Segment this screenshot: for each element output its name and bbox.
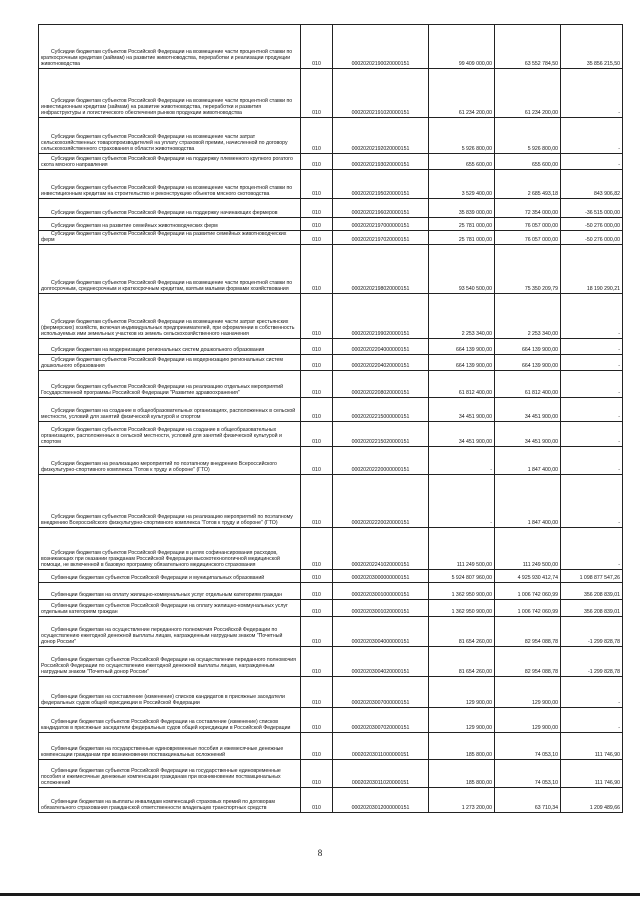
row-admin-code: 010 bbox=[301, 294, 333, 339]
row-admin-code: 010 bbox=[301, 733, 333, 760]
row-unexecuted-amount: - bbox=[561, 339, 623, 355]
row-unexecuted-amount: 843 906,82 bbox=[561, 170, 623, 199]
row-unexecuted-amount: - bbox=[561, 69, 623, 118]
row-budget-code: 00020203000000000151 bbox=[333, 570, 429, 583]
table-row bbox=[39, 170, 623, 199]
row-executed-amount: 76 057 000,00 bbox=[495, 231, 561, 245]
row-budget-code: 00020202197020000151 bbox=[333, 231, 429, 245]
row-budget-code: 00020203004000000151 bbox=[333, 617, 429, 647]
row-executed-amount: 75 350 209,79 bbox=[495, 245, 561, 294]
table-row bbox=[39, 69, 623, 118]
row-executed-amount: 129 900,00 bbox=[495, 677, 561, 708]
row-unexecuted-amount: - bbox=[561, 118, 623, 154]
row-budget-code: 00020202192020000151 bbox=[333, 118, 429, 154]
row-admin-code: 010 bbox=[301, 218, 333, 231]
row-name: Субсидии бюджетам субъектов Российской Федерации на возмещение части процентной ставки по инвестиционным кредитам (займам) на развитие животноводства, переработки и развития инфраструктуры и логистического обеспечения рынков продукции животноводства bbox=[39, 69, 301, 118]
row-unexecuted-amount: 111 746,90 bbox=[561, 760, 623, 788]
table-row bbox=[39, 447, 623, 475]
table-row bbox=[39, 355, 623, 371]
row-name: Субсидии бюджетам на развитие семейных животноводческих ферм bbox=[39, 218, 301, 231]
row-admin-code: 010 bbox=[301, 245, 333, 294]
row-approved-amount: 25 781 000,00 bbox=[429, 231, 495, 245]
row-name: Субсидии бюджетам субъектов Российской Федерации на поддержку племенного крупного рогатого скота мясного направления bbox=[39, 154, 301, 170]
row-budget-code: 00020202204020000151 bbox=[333, 355, 429, 371]
row-name: Субсидии бюджетам субъектов Российской Федерации на развитие семейных животноводческих ферм bbox=[39, 231, 301, 245]
row-executed-amount: 1 006 742 060,99 bbox=[495, 600, 561, 617]
row-approved-amount: 5 924 807 960,00 bbox=[429, 570, 495, 583]
row-name: Субсидии бюджетам субъектов Российской Федерации на возмещение части процентной ставки по долгосрочным, среднесрочным и краткосрочным кредитам, взятым малыми формами хозяйствования bbox=[39, 245, 301, 294]
row-unexecuted-amount: - bbox=[561, 447, 623, 475]
row-unexecuted-amount: 356 208 839,01 bbox=[561, 600, 623, 617]
row-approved-amount: 664 139 900,00 bbox=[429, 355, 495, 371]
row-budget-code: 00020203007020000151 bbox=[333, 708, 429, 733]
row-unexecuted-amount: - bbox=[561, 475, 623, 528]
row-approved-amount: 5 926 800,00 bbox=[429, 118, 495, 154]
row-executed-amount: 129 900,00 bbox=[495, 708, 561, 733]
row-unexecuted-amount: - bbox=[561, 422, 623, 447]
table-row bbox=[39, 371, 623, 398]
row-executed-amount: 111 249 500,00 bbox=[495, 528, 561, 570]
table-row bbox=[39, 422, 623, 447]
row-approved-amount: 129 900,00 bbox=[429, 708, 495, 733]
table-row bbox=[39, 245, 623, 294]
row-name: Субсидии бюджетам на создание в общеобразовательных организациях, расположенных в сельской местности, условий для занятий физической культурой и спортом bbox=[39, 398, 301, 422]
table-row bbox=[39, 154, 623, 170]
row-name: Субвенции бюджетам субъектов Российской Федерации на составление (изменение) списков кандидатов в присяжные заседатели федеральных судов общей юрисдикции в Российской Федерации bbox=[39, 708, 301, 733]
row-admin-code: 010 bbox=[301, 788, 333, 813]
table-row bbox=[39, 600, 623, 617]
row-admin-code: 010 bbox=[301, 570, 333, 583]
row-admin-code: 010 bbox=[301, 118, 333, 154]
table-row bbox=[39, 475, 623, 528]
row-budget-code: 00020203001020000151 bbox=[333, 600, 429, 617]
row-approved-amount: 185 800,00 bbox=[429, 760, 495, 788]
row-unexecuted-amount: -1 299 828,78 bbox=[561, 617, 623, 647]
row-name: Субсидии бюджетам субъектов Российской Федерации на реализацию отдельных мероприятий Государственной программы Российской Федерации "Развитие здравоохранения" bbox=[39, 371, 301, 398]
row-unexecuted-amount: 1 209 489,66 bbox=[561, 788, 623, 813]
row-budget-code: 00020203011020000151 bbox=[333, 760, 429, 788]
row-name: Субсидии бюджетам субъектов Российской Федерации на создание в общеобразовательных организациях, расположенных в сельской местности, условий для занятий физической культурой и спортом bbox=[39, 422, 301, 447]
row-budget-code: 00020202193020000151 bbox=[333, 154, 429, 170]
row-budget-code: 00020203004020000151 bbox=[333, 647, 429, 677]
row-approved-amount: - bbox=[429, 475, 495, 528]
row-approved-amount: 81 654 260,00 bbox=[429, 617, 495, 647]
row-unexecuted-amount: - bbox=[561, 708, 623, 733]
scan-edge bbox=[0, 893, 640, 896]
row-approved-amount: 81 654 260,00 bbox=[429, 647, 495, 677]
row-executed-amount: 74 053,10 bbox=[495, 760, 561, 788]
table-row bbox=[39, 398, 623, 422]
row-executed-amount: 1 847 400,00 bbox=[495, 475, 561, 528]
row-budget-code: 00020202208020000151 bbox=[333, 371, 429, 398]
row-name: Субсидии бюджетам на реализацию мероприятий по поэтапному внедрению Всероссийского физкультурно-спортивного комплекса "Готов к труду и обороне" (ГТО) bbox=[39, 447, 301, 475]
row-admin-code: 010 bbox=[301, 339, 333, 355]
row-name: Субвенции бюджетам на осуществление переданного полномочия Российской Федерации по осуществлению ежегодной денежной выплаты лицам, награжденным нагрудным знаком "Почетный донор России" bbox=[39, 617, 301, 647]
row-name: Субсидии бюджетам субъектов Российской Федерации на реализацию мероприятий по поэтапному внедрению Всероссийского физкультурно-спортивного комплекса "Готов к труду и обороне" (ГТО) bbox=[39, 475, 301, 528]
row-unexecuted-amount: -50 276 000,00 bbox=[561, 218, 623, 231]
row-unexecuted-amount: - bbox=[561, 355, 623, 371]
row-unexecuted-amount: - bbox=[561, 528, 623, 570]
row-unexecuted-amount: -50 276 000,00 bbox=[561, 231, 623, 245]
table-row bbox=[39, 25, 623, 69]
row-unexecuted-amount: 111 746,90 bbox=[561, 733, 623, 760]
row-admin-code: 010 bbox=[301, 170, 333, 199]
row-admin-code: 010 bbox=[301, 708, 333, 733]
row-executed-amount: 664 139 900,00 bbox=[495, 339, 561, 355]
row-executed-amount: 2 685 493,18 bbox=[495, 170, 561, 199]
row-executed-amount: 34 451 900,00 bbox=[495, 398, 561, 422]
table-row bbox=[39, 760, 623, 788]
row-name: Субвенции бюджетам на выплаты инвалидам компенсаций страховых премий по договорам обязательного страхования гражданской ответственности владельцев транспортных средств bbox=[39, 788, 301, 813]
row-executed-amount: 76 057 000,00 bbox=[495, 218, 561, 231]
row-executed-amount: 63 710,34 bbox=[495, 788, 561, 813]
row-executed-amount: 34 451 900,00 bbox=[495, 422, 561, 447]
budget-execution-table bbox=[38, 24, 623, 813]
row-budget-code: 00020202199020000151 bbox=[333, 294, 429, 339]
table-row bbox=[39, 733, 623, 760]
table-row bbox=[39, 617, 623, 647]
row-admin-code: 010 bbox=[301, 677, 333, 708]
row-name: Субвенции бюджетам субъектов Российской Федерации на осуществление переданного полномочия Российской Федерации по осуществлению ежегодной денежной выплаты лицам, награжденным нагрудным знаком "Почетный донор России" bbox=[39, 647, 301, 677]
row-admin-code: 010 bbox=[301, 528, 333, 570]
table-row bbox=[39, 570, 623, 583]
row-budget-code: 00020202215000000151 bbox=[333, 398, 429, 422]
row-unexecuted-amount: -1 299 828,78 bbox=[561, 647, 623, 677]
row-admin-code: 010 bbox=[301, 475, 333, 528]
row-name: Субсидии бюджетам субъектов Российской Федерации на поддержку начинающих фермеров bbox=[39, 199, 301, 218]
row-admin-code: 010 bbox=[301, 447, 333, 475]
row-name: Субсидии бюджетам субъектов Российской Федерации в целях софинансирования расходов, возникающих при оказании гражданам Российской Федерации высокотехнологичной медицинской помощи, не включенной в базовую программу обязательного медицинского страхования bbox=[39, 528, 301, 570]
row-budget-code: 00020203011000000151 bbox=[333, 733, 429, 760]
row-approved-amount: 61 812 400,00 bbox=[429, 371, 495, 398]
row-executed-amount: 61 812 400,00 bbox=[495, 371, 561, 398]
row-name: Субсидии бюджетам субъектов Российской Федерации на модернизацию региональных систем дошкольного образования bbox=[39, 355, 301, 371]
row-approved-amount: 93 540 500,00 bbox=[429, 245, 495, 294]
row-budget-code: 00020202220000000151 bbox=[333, 447, 429, 475]
row-admin-code: 010 bbox=[301, 647, 333, 677]
table-row bbox=[39, 294, 623, 339]
row-name: Субвенции бюджетам субъектов Российской Федерации на государственные единовременные пособия и ежемесячные денежные компенсации гражданам при возникновении поствакцинальных осложнений bbox=[39, 760, 301, 788]
row-executed-amount: 61 234 200,00 bbox=[495, 69, 561, 118]
row-unexecuted-amount: 35 856 215,50 bbox=[561, 25, 623, 69]
row-budget-code: 00020203007000000151 bbox=[333, 677, 429, 708]
row-unexecuted-amount: - bbox=[561, 154, 623, 170]
row-name: Субвенции бюджетам субъектов Российской Федерации и муниципальных образований bbox=[39, 570, 301, 583]
row-budget-code: 00020202215020000151 bbox=[333, 422, 429, 447]
row-executed-amount: 82 954 088,78 bbox=[495, 647, 561, 677]
row-unexecuted-amount: 18 190 290,21 bbox=[561, 245, 623, 294]
table-row bbox=[39, 118, 623, 154]
row-budget-code: 00020202241020000151 bbox=[333, 528, 429, 570]
row-unexecuted-amount: 1 098 877 547,26 bbox=[561, 570, 623, 583]
row-name: Субвенции бюджетам субъектов Российской Федерации на оплату жилищно-коммунальных услуг отдельным категориям граждан bbox=[39, 600, 301, 617]
row-name: Субсидии бюджетам субъектов Российской Федерации на возмещение части затрат крестьянских (фермерских) хозяйств, включая индивидуальных предпринимателей, при оформлении в собственность используемых ими земельных участков из земель сельскохозяйственного назначения bbox=[39, 294, 301, 339]
row-unexecuted-amount: - bbox=[561, 371, 623, 398]
row-unexecuted-amount: - bbox=[561, 398, 623, 422]
row-name: Субсидии бюджетам субъектов Российской Федерации на возмещение части процентной ставки по инвестиционным кредитам на строительство и реконструкцию объектов мясного скотоводства bbox=[39, 170, 301, 199]
row-approved-amount: 34 451 900,00 bbox=[429, 422, 495, 447]
table-row bbox=[39, 528, 623, 570]
row-name: Субвенции бюджетам на составление (изменение) списков кандидатов в присяжные заседатели федеральных судов общей юрисдикции в Российской Федерации bbox=[39, 677, 301, 708]
row-admin-code: 010 bbox=[301, 422, 333, 447]
row-approved-amount: 664 139 900,00 bbox=[429, 339, 495, 355]
row-approved-amount: 1 273 200,00 bbox=[429, 788, 495, 813]
row-budget-code: 00020202190020000151 bbox=[333, 25, 429, 69]
row-executed-amount: 82 954 088,78 bbox=[495, 617, 561, 647]
row-executed-amount: 1 847 400,00 bbox=[495, 447, 561, 475]
table-body bbox=[39, 25, 623, 813]
row-budget-code: 00020202196020000151 bbox=[333, 199, 429, 218]
row-admin-code: 010 bbox=[301, 231, 333, 245]
row-unexecuted-amount: -36 515 000,00 bbox=[561, 199, 623, 218]
row-budget-code: 00020202204000000151 bbox=[333, 339, 429, 355]
row-admin-code: 010 bbox=[301, 760, 333, 788]
row-budget-code: 00020202220020000151 bbox=[333, 475, 429, 528]
row-approved-amount: 1 362 950 900,00 bbox=[429, 600, 495, 617]
row-approved-amount: 185 800,00 bbox=[429, 733, 495, 760]
row-admin-code: 010 bbox=[301, 25, 333, 69]
table-row bbox=[39, 339, 623, 355]
row-approved-amount: 655 600,00 bbox=[429, 154, 495, 170]
row-budget-code: 00020202198020000151 bbox=[333, 245, 429, 294]
table-row bbox=[39, 788, 623, 813]
row-executed-amount: 4 925 930 412,74 bbox=[495, 570, 561, 583]
row-approved-amount: 1 362 950 900,00 bbox=[429, 583, 495, 600]
row-executed-amount: 1 006 742 060,99 bbox=[495, 583, 561, 600]
row-budget-code: 00020202191020000151 bbox=[333, 69, 429, 118]
table-row bbox=[39, 231, 623, 245]
row-unexecuted-amount: 356 208 839,01 bbox=[561, 583, 623, 600]
row-approved-amount: 99 409 000,00 bbox=[429, 25, 495, 69]
table-row bbox=[39, 218, 623, 231]
row-executed-amount: 74 053,10 bbox=[495, 733, 561, 760]
row-executed-amount: 5 926 800,00 bbox=[495, 118, 561, 154]
row-admin-code: 010 bbox=[301, 69, 333, 118]
row-executed-amount: 63 552 784,50 bbox=[495, 25, 561, 69]
page-number: 8 bbox=[317, 848, 323, 858]
row-approved-amount: 34 451 900,00 bbox=[429, 398, 495, 422]
row-approved-amount: 129 900,00 bbox=[429, 677, 495, 708]
row-approved-amount: 2 253 340,00 bbox=[429, 294, 495, 339]
row-executed-amount: 664 139 900,00 bbox=[495, 355, 561, 371]
row-approved-amount: 111 249 500,00 bbox=[429, 528, 495, 570]
row-budget-code: 00020203012000000151 bbox=[333, 788, 429, 813]
row-name: Субсидии бюджетам субъектов Российской Федерации на возмещение части затрат сельскохозяйственных товаропроизводителей на уплату страховой премии, начисленной по договору сельскохозяйственного страхования в области животноводства bbox=[39, 118, 301, 154]
row-name: Субсидии бюджетам на модернизацию региональных систем дошкольного образования bbox=[39, 339, 301, 355]
row-approved-amount: 35 839 000,00 bbox=[429, 199, 495, 218]
row-admin-code: 010 bbox=[301, 398, 333, 422]
row-admin-code: 010 bbox=[301, 355, 333, 371]
row-executed-amount: 2 253 340,00 bbox=[495, 294, 561, 339]
row-executed-amount: 655 600,00 bbox=[495, 154, 561, 170]
row-admin-code: 010 bbox=[301, 371, 333, 398]
row-approved-amount: - bbox=[429, 447, 495, 475]
table-row bbox=[39, 708, 623, 733]
row-budget-code: 00020202195020000151 bbox=[333, 170, 429, 199]
row-approved-amount: 25 781 000,00 bbox=[429, 218, 495, 231]
row-admin-code: 010 bbox=[301, 154, 333, 170]
row-approved-amount: 3 529 400,00 bbox=[429, 170, 495, 199]
row-approved-amount: 61 234 200,00 bbox=[429, 69, 495, 118]
table-row bbox=[39, 583, 623, 600]
row-admin-code: 010 bbox=[301, 199, 333, 218]
row-name: Субсидии бюджетам субъектов Российской Федерации на возмещение части процентной ставки по краткосрочным кредитам (займам) на развитие животноводства, переработки и реализации продукции животноводства bbox=[39, 25, 301, 69]
row-admin-code: 010 bbox=[301, 600, 333, 617]
row-name: Субвенции бюджетам на оплату жилищно-коммунальных услуг отдельным категориям граждан bbox=[39, 583, 301, 600]
row-unexecuted-amount: - bbox=[561, 677, 623, 708]
row-budget-code: 00020202197000000151 bbox=[333, 218, 429, 231]
row-unexecuted-amount: - bbox=[561, 294, 623, 339]
table-row bbox=[39, 677, 623, 708]
row-name: Субвенции бюджетам на государственные единовременные пособия и ежемесячные денежные компенсации гражданам при возникновении поствакцинальных осложнений bbox=[39, 733, 301, 760]
row-admin-code: 010 bbox=[301, 617, 333, 647]
table-row bbox=[39, 199, 623, 218]
row-budget-code: 00020203001000000151 bbox=[333, 583, 429, 600]
row-executed-amount: 72 354 000,00 bbox=[495, 199, 561, 218]
table-row bbox=[39, 647, 623, 677]
row-admin-code: 010 bbox=[301, 583, 333, 600]
